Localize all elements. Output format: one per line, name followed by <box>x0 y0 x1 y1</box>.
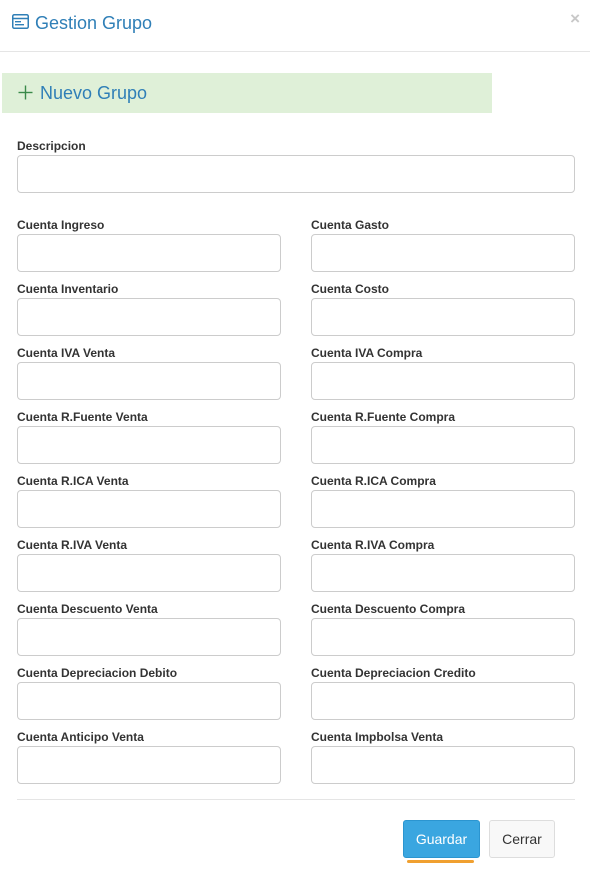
cerrar-button[interactable]: Cerrar <box>489 820 555 858</box>
cuenta-ingreso-label: Cuenta Ingreso <box>17 218 105 232</box>
cuenta-costo-label: Cuenta Costo <box>311 282 389 296</box>
cuenta-iva-venta-label: Cuenta IVA Venta <box>17 346 116 360</box>
plus-icon <box>18 85 33 100</box>
cuenta-inventario-input[interactable] <box>17 298 281 336</box>
cuenta-rfuente-venta-input[interactable] <box>17 426 281 464</box>
cuenta-descuento-venta-label: Cuenta Descuento Venta <box>17 602 158 616</box>
guardar-focus-indicator <box>407 860 474 863</box>
cuenta-depreciacion-debito-label: Cuenta Depreciacion Debito <box>17 666 178 680</box>
modal-title: Gestion Grupo <box>35 13 153 33</box>
cuenta-impbolsa-venta-label: Cuenta Impbolsa Venta <box>311 730 444 744</box>
cuenta-impbolsa-venta-input[interactable] <box>311 746 575 784</box>
cuenta-iva-venta-input[interactable] <box>17 362 281 400</box>
window-icon <box>12 14 29 29</box>
cuenta-rica-venta-input[interactable] <box>17 490 281 528</box>
cuenta-inventario-label: Cuenta Inventario <box>17 282 119 296</box>
cuenta-descuento-compra-label: Cuenta Descuento Compra <box>311 602 466 616</box>
banner-title: Nuevo Grupo <box>40 83 148 103</box>
cuenta-gasto-input[interactable] <box>311 234 575 272</box>
cuenta-anticipo-venta-input[interactable] <box>17 746 281 784</box>
cuenta-rica-compra-label: Cuenta R.ICA Compra <box>311 474 436 488</box>
cuenta-riva-compra-label: Cuenta R.IVA Compra <box>311 538 435 552</box>
cuenta-iva-compra-label: Cuenta IVA Compra <box>311 346 423 360</box>
cuenta-riva-compra-input[interactable] <box>311 554 575 592</box>
cuenta-anticipo-venta-label: Cuenta Anticipo Venta <box>17 730 144 744</box>
cuenta-riva-venta-input[interactable] <box>17 554 281 592</box>
cuenta-depreciacion-credito-label: Cuenta Depreciacion Credito <box>311 666 476 680</box>
cuenta-rica-compra-input[interactable] <box>311 490 575 528</box>
guardar-button[interactable]: Guardar <box>403 820 480 858</box>
descripcion-label: Descripcion <box>17 139 86 153</box>
cuenta-ingreso-input[interactable] <box>17 234 281 272</box>
cuenta-rfuente-venta-label: Cuenta R.Fuente Venta <box>17 410 148 424</box>
cuenta-iva-compra-input[interactable] <box>311 362 575 400</box>
cuenta-descuento-compra-input[interactable] <box>311 618 575 656</box>
close-icon[interactable]: × <box>570 9 580 28</box>
cuenta-costo-input[interactable] <box>311 298 575 336</box>
footer-divider <box>17 799 575 800</box>
modal-header <box>0 0 590 52</box>
cuenta-rfuente-compra-label: Cuenta R.Fuente Compra <box>311 410 456 424</box>
cuenta-rica-venta-label: Cuenta R.ICA Venta <box>17 474 129 488</box>
descripcion-input[interactable] <box>17 155 575 193</box>
cuenta-descuento-venta-input[interactable] <box>17 618 281 656</box>
cuenta-depreciacion-credito-input[interactable] <box>311 682 575 720</box>
cuenta-gasto-label: Cuenta Gasto <box>311 218 390 232</box>
cuenta-depreciacion-debito-input[interactable] <box>17 682 281 720</box>
cuenta-riva-venta-label: Cuenta R.IVA Venta <box>17 538 128 552</box>
cuenta-rfuente-compra-input[interactable] <box>311 426 575 464</box>
new-group-banner <box>2 73 492 113</box>
